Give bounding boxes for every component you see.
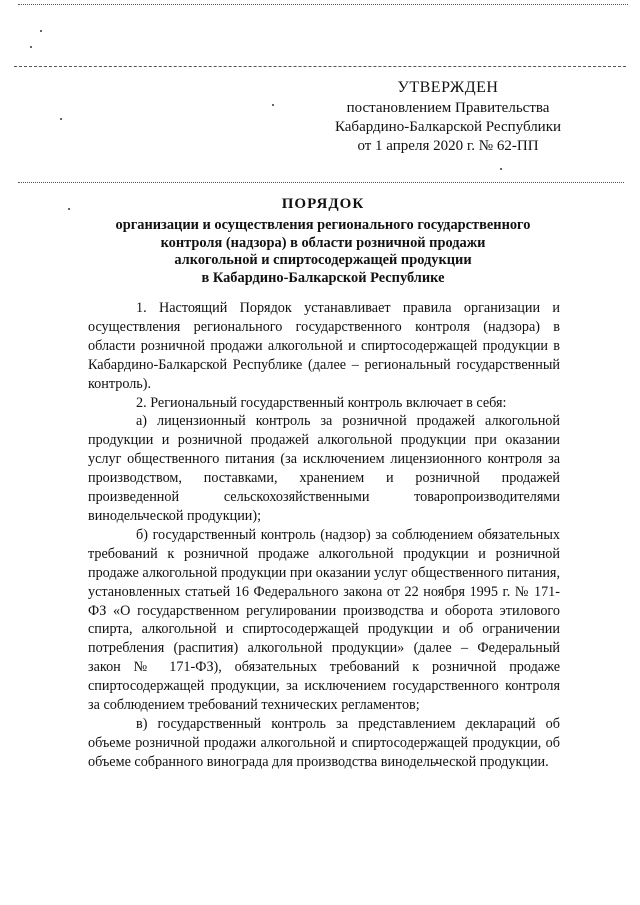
scan-speck (40, 30, 42, 32)
scan-speck (272, 104, 274, 106)
title-line-1: организации и осуществления регионального государственного (115, 217, 531, 233)
paragraph-2b: б) государственный контроль (надзор) за соблюдением обязательных требований к розничной продаже алкогольной продукции и розничной продаже алкогольной продукции при оказании услуг общественного питания, установленных статьей 16 Федерального закона от 22 ноября 1995 г. № 171-ФЗ «О государственном регулировании производства и оборота этилового спирта, алкогольной и спиртосодержащей продукции и об ограничении потребления (распития) алкогольной продукции» (далее – Федеральный закон № 171-ФЗ), обязательных требований к розничной продаже спиртосодержащей продукции, за исключением государственного контроля за соблюдением требований технических регламентов; (88, 526, 560, 714)
approval-block (318, 78, 578, 156)
document-title: ПОРЯДОК (281, 196, 365, 212)
scan-line-top (18, 4, 628, 5)
scan-speck (500, 168, 502, 170)
scan-line-upper (14, 66, 626, 67)
approval-line-3: от 1 апреля 2020 г. № 62-ПП (357, 138, 539, 154)
title-line-2: контроля (надзора) в области розничной продажи (160, 234, 486, 251)
document-body (88, 299, 560, 772)
title-line-3: алкогольной и спиртосодержащей продукции (174, 252, 472, 269)
approval-heading: УТВЕРЖДЕН (397, 79, 499, 96)
approval-line-2: Кабардино-Балкарской Республики (334, 119, 562, 135)
scan-line-lower (18, 182, 624, 183)
paragraph-2: 2. Региональный государственный контроль включает в себя: (136, 394, 507, 411)
scan-speck (68, 208, 70, 210)
paragraph-2a: а) лицензионный контроль за розничной продажей алкогольной продукции и розничной продажей алкогольной продукции при оказании услуг общественного питания (за исключением лицензионного контроля за производством, поставками, хранением и розничной продажей произведенной сельскохозяйственными товаропроизводителями винодельческой продукции); (88, 413, 560, 524)
paragraph-1: 1. Настоящий Порядок устанавливает правила организации и осуществления регионального государственного контроля (надзора) в области розничной продажи алкогольной и спиртосодержащей продукции в Кабардино-Балкарской Республике (далее – региональный государственный контроль). (88, 300, 560, 392)
scan-speck (60, 118, 62, 120)
paragraph-2c: в) государственный контроль за представлением деклараций об объеме розничной продажи алкогольной и спиртосодержащей продукции, об объеме собранного винограда для производства винодельческой продукции. (88, 715, 560, 770)
document-title-block (78, 196, 568, 287)
approval-line-1: постановлением Правительства (346, 100, 550, 116)
title-line-4: в Кабардино-Балкарской Республике (201, 269, 445, 286)
scan-speck (30, 46, 32, 48)
